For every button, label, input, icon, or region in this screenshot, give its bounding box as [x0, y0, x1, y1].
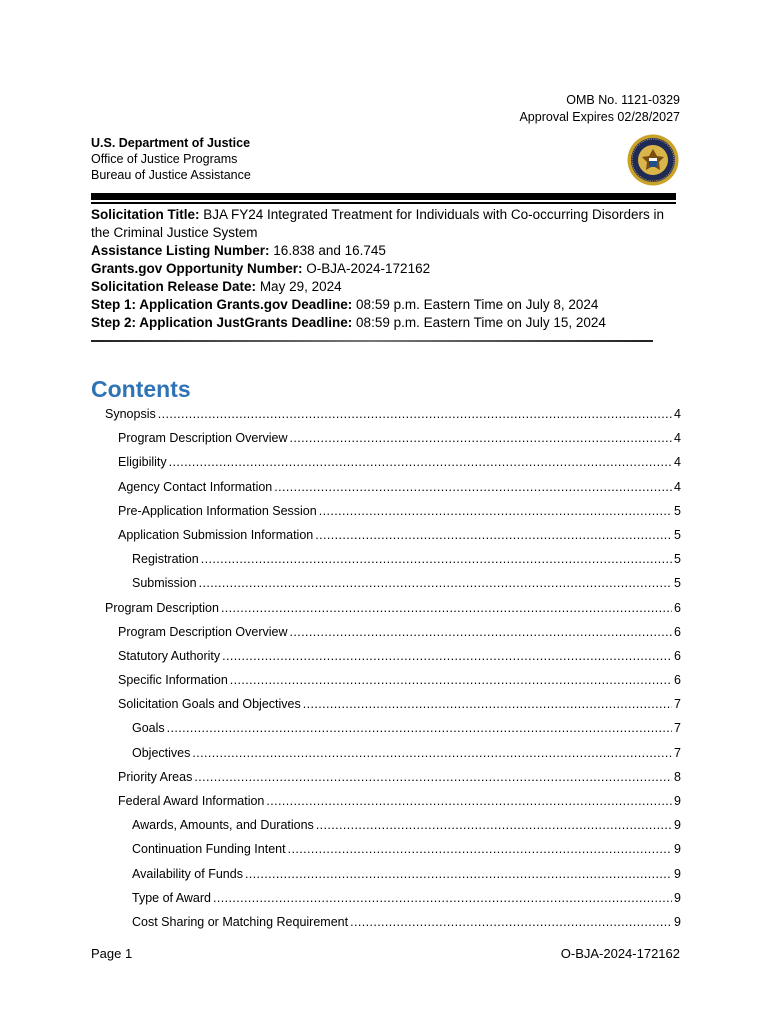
- toc-entry-page: 4: [674, 407, 681, 421]
- step2-deadline: Step 2: Application JustGrants Deadline: 08:59 p.m. Eastern Time on July 15, 2024: [91, 315, 606, 330]
- toc-entry-page: 9: [674, 890, 681, 905]
- toc-entry-page: 7: [674, 745, 681, 760]
- toc-entry-page: 7: [674, 697, 681, 712]
- toc-entry[interactable]: [91, 450, 681, 474]
- toc-leader-dots: [316, 813, 672, 837]
- assistance-listing-number: Assistance Listing Number: 16.838 and 16.745: [91, 243, 386, 258]
- toc-entry-page: 4: [674, 479, 681, 494]
- toc-entry[interactable]: [91, 596, 681, 620]
- office-name: Office of Justice Programs: [91, 152, 238, 166]
- toc-entry[interactable]: [91, 571, 681, 595]
- department-name: U.S. Department of Justice: [91, 136, 251, 150]
- contents-heading: Contents: [91, 376, 191, 402]
- toc-entry-title: Pre-Application Information Session: [118, 503, 317, 518]
- toc-entry[interactable]: [91, 668, 681, 692]
- toc-entry[interactable]: [91, 620, 681, 644]
- toc-entry-page: 5: [674, 576, 681, 591]
- toc-entry-title: Cost Sharing or Matching Requirement: [132, 914, 349, 929]
- toc-leader-dots: [221, 596, 672, 620]
- toc-entry-title: Program Description Overview: [118, 431, 288, 446]
- toc-entry-page: 6: [674, 673, 681, 688]
- toc-leader-dots: [201, 547, 672, 571]
- header-rule-thin: [91, 202, 676, 204]
- toc-entry-title: Awards, Amounts, and Durations: [132, 818, 314, 833]
- toc-entry-page: 4: [674, 431, 681, 446]
- toc-entry-page: 9: [674, 842, 681, 857]
- toc-leader-dots: [222, 644, 672, 668]
- header-rule-thick: [91, 193, 676, 200]
- toc-entry[interactable]: [91, 886, 681, 910]
- toc-leader-dots: [288, 837, 672, 861]
- toc-entry-title: Application Submission Information: [118, 527, 314, 542]
- step1-deadline: Step 1: Application Grants.gov Deadline: 08:59 p.m. Eastern Time on July 8, 2024: [91, 297, 599, 312]
- toc-entry-title: Federal Award Information: [118, 794, 265, 808]
- toc-leader-dots: [319, 499, 672, 523]
- toc-entry-title: Eligibility: [118, 455, 167, 470]
- toc-leader-dots: [245, 862, 672, 886]
- section-divider: [91, 340, 653, 342]
- toc-entry[interactable]: [91, 644, 681, 668]
- release-date: Solicitation Release Date: May 29, 2024: [91, 279, 342, 294]
- toc-entry-title: Program Description Overview: [118, 624, 288, 639]
- toc-entry[interactable]: [91, 716, 681, 740]
- toc-entry[interactable]: [91, 547, 681, 571]
- table-of-contents: [91, 402, 681, 934]
- toc-entry-title: Program Description: [105, 600, 219, 615]
- toc-entry-page: 9: [674, 866, 681, 881]
- toc-entry-title: Continuation Funding Intent: [132, 842, 286, 857]
- toc-entry[interactable]: [91, 402, 681, 426]
- toc-entry-title: Type of Award: [132, 890, 211, 905]
- omb-expiration: Approval Expires 02/28/2027: [519, 110, 680, 124]
- toc-entry-page: 6: [674, 624, 681, 639]
- toc-entry-page: 5: [674, 552, 681, 567]
- toc-leader-dots: [290, 620, 673, 644]
- toc-entry-title: Availability of Funds: [132, 866, 243, 881]
- toc-entry-title: Submission: [132, 576, 197, 591]
- solicitation-info: [91, 206, 681, 332]
- toc-entry-page: 4: [674, 455, 681, 470]
- toc-leader-dots: [167, 716, 672, 740]
- toc-entry-page: 5: [674, 527, 681, 542]
- toc-entry-title: Objectives: [132, 745, 191, 760]
- agency-block: [91, 135, 251, 183]
- toc-entry-title: Specific Information: [118, 673, 228, 688]
- toc-entry[interactable]: [91, 426, 681, 450]
- toc-entry-page: 9: [674, 818, 681, 833]
- toc-leader-dots: [350, 910, 672, 934]
- omb-number: OMB No. 1121-0329: [566, 93, 680, 107]
- toc-leader-dots: [266, 789, 672, 813]
- footer-opportunity-id: O-BJA-2024-172162: [560, 946, 680, 961]
- toc-entry-title: Solicitation Goals and Objectives: [118, 697, 301, 712]
- toc-entry-page: 9: [674, 794, 681, 808]
- toc-entry-page: 9: [674, 914, 681, 929]
- toc-entry-title: Priority Areas: [118, 769, 193, 784]
- toc-leader-dots: [158, 402, 672, 426]
- toc-entry[interactable]: [91, 692, 681, 716]
- omb-block: [519, 92, 680, 126]
- toc-entry[interactable]: [91, 765, 681, 789]
- toc-entry-title: Synopsis: [105, 407, 156, 421]
- toc-entry-page: 7: [674, 721, 681, 736]
- toc-entry[interactable]: [91, 741, 681, 765]
- solicitation-title: Solicitation Title: BJA FY24 Integrated Treatment for Individuals with Co-occurring Disorders in the Criminal Justice System: [91, 207, 664, 240]
- toc-entry[interactable]: [91, 837, 681, 861]
- toc-leader-dots: [303, 692, 672, 716]
- toc-entry-page: 5: [674, 503, 681, 518]
- toc-entry[interactable]: [91, 789, 681, 813]
- toc-entry-title: Agency Contact Information: [118, 479, 273, 494]
- toc-leader-dots: [290, 426, 673, 450]
- toc-entry[interactable]: [91, 813, 681, 837]
- toc-leader-dots: [192, 741, 672, 765]
- toc-entry-title: Statutory Authority: [118, 648, 221, 663]
- toc-entry[interactable]: [91, 523, 681, 547]
- bureau-name: Bureau of Justice Assistance: [91, 168, 251, 182]
- doj-seal-icon: [627, 134, 679, 186]
- toc-leader-dots: [169, 450, 672, 474]
- footer-page-number: Page 1: [91, 946, 133, 961]
- toc-leader-dots: [199, 571, 672, 595]
- toc-entry[interactable]: [91, 475, 681, 499]
- opportunity-number: Grants.gov Opportunity Number: O-BJA-2024-172162: [91, 261, 431, 276]
- toc-entry-page: 6: [674, 600, 681, 615]
- toc-leader-dots: [274, 475, 672, 499]
- toc-entry-page: 6: [674, 648, 681, 663]
- toc-leader-dots: [213, 886, 672, 910]
- toc-entry[interactable]: [91, 862, 681, 886]
- toc-leader-dots: [230, 668, 672, 692]
- toc-entry[interactable]: [91, 499, 681, 523]
- toc-entry-title: Registration: [132, 552, 199, 567]
- toc-entry-page: 8: [674, 769, 681, 784]
- toc-entry-title: Goals: [132, 721, 165, 736]
- toc-leader-dots: [315, 523, 672, 547]
- toc-entry[interactable]: [91, 910, 681, 934]
- toc-leader-dots: [194, 765, 672, 789]
